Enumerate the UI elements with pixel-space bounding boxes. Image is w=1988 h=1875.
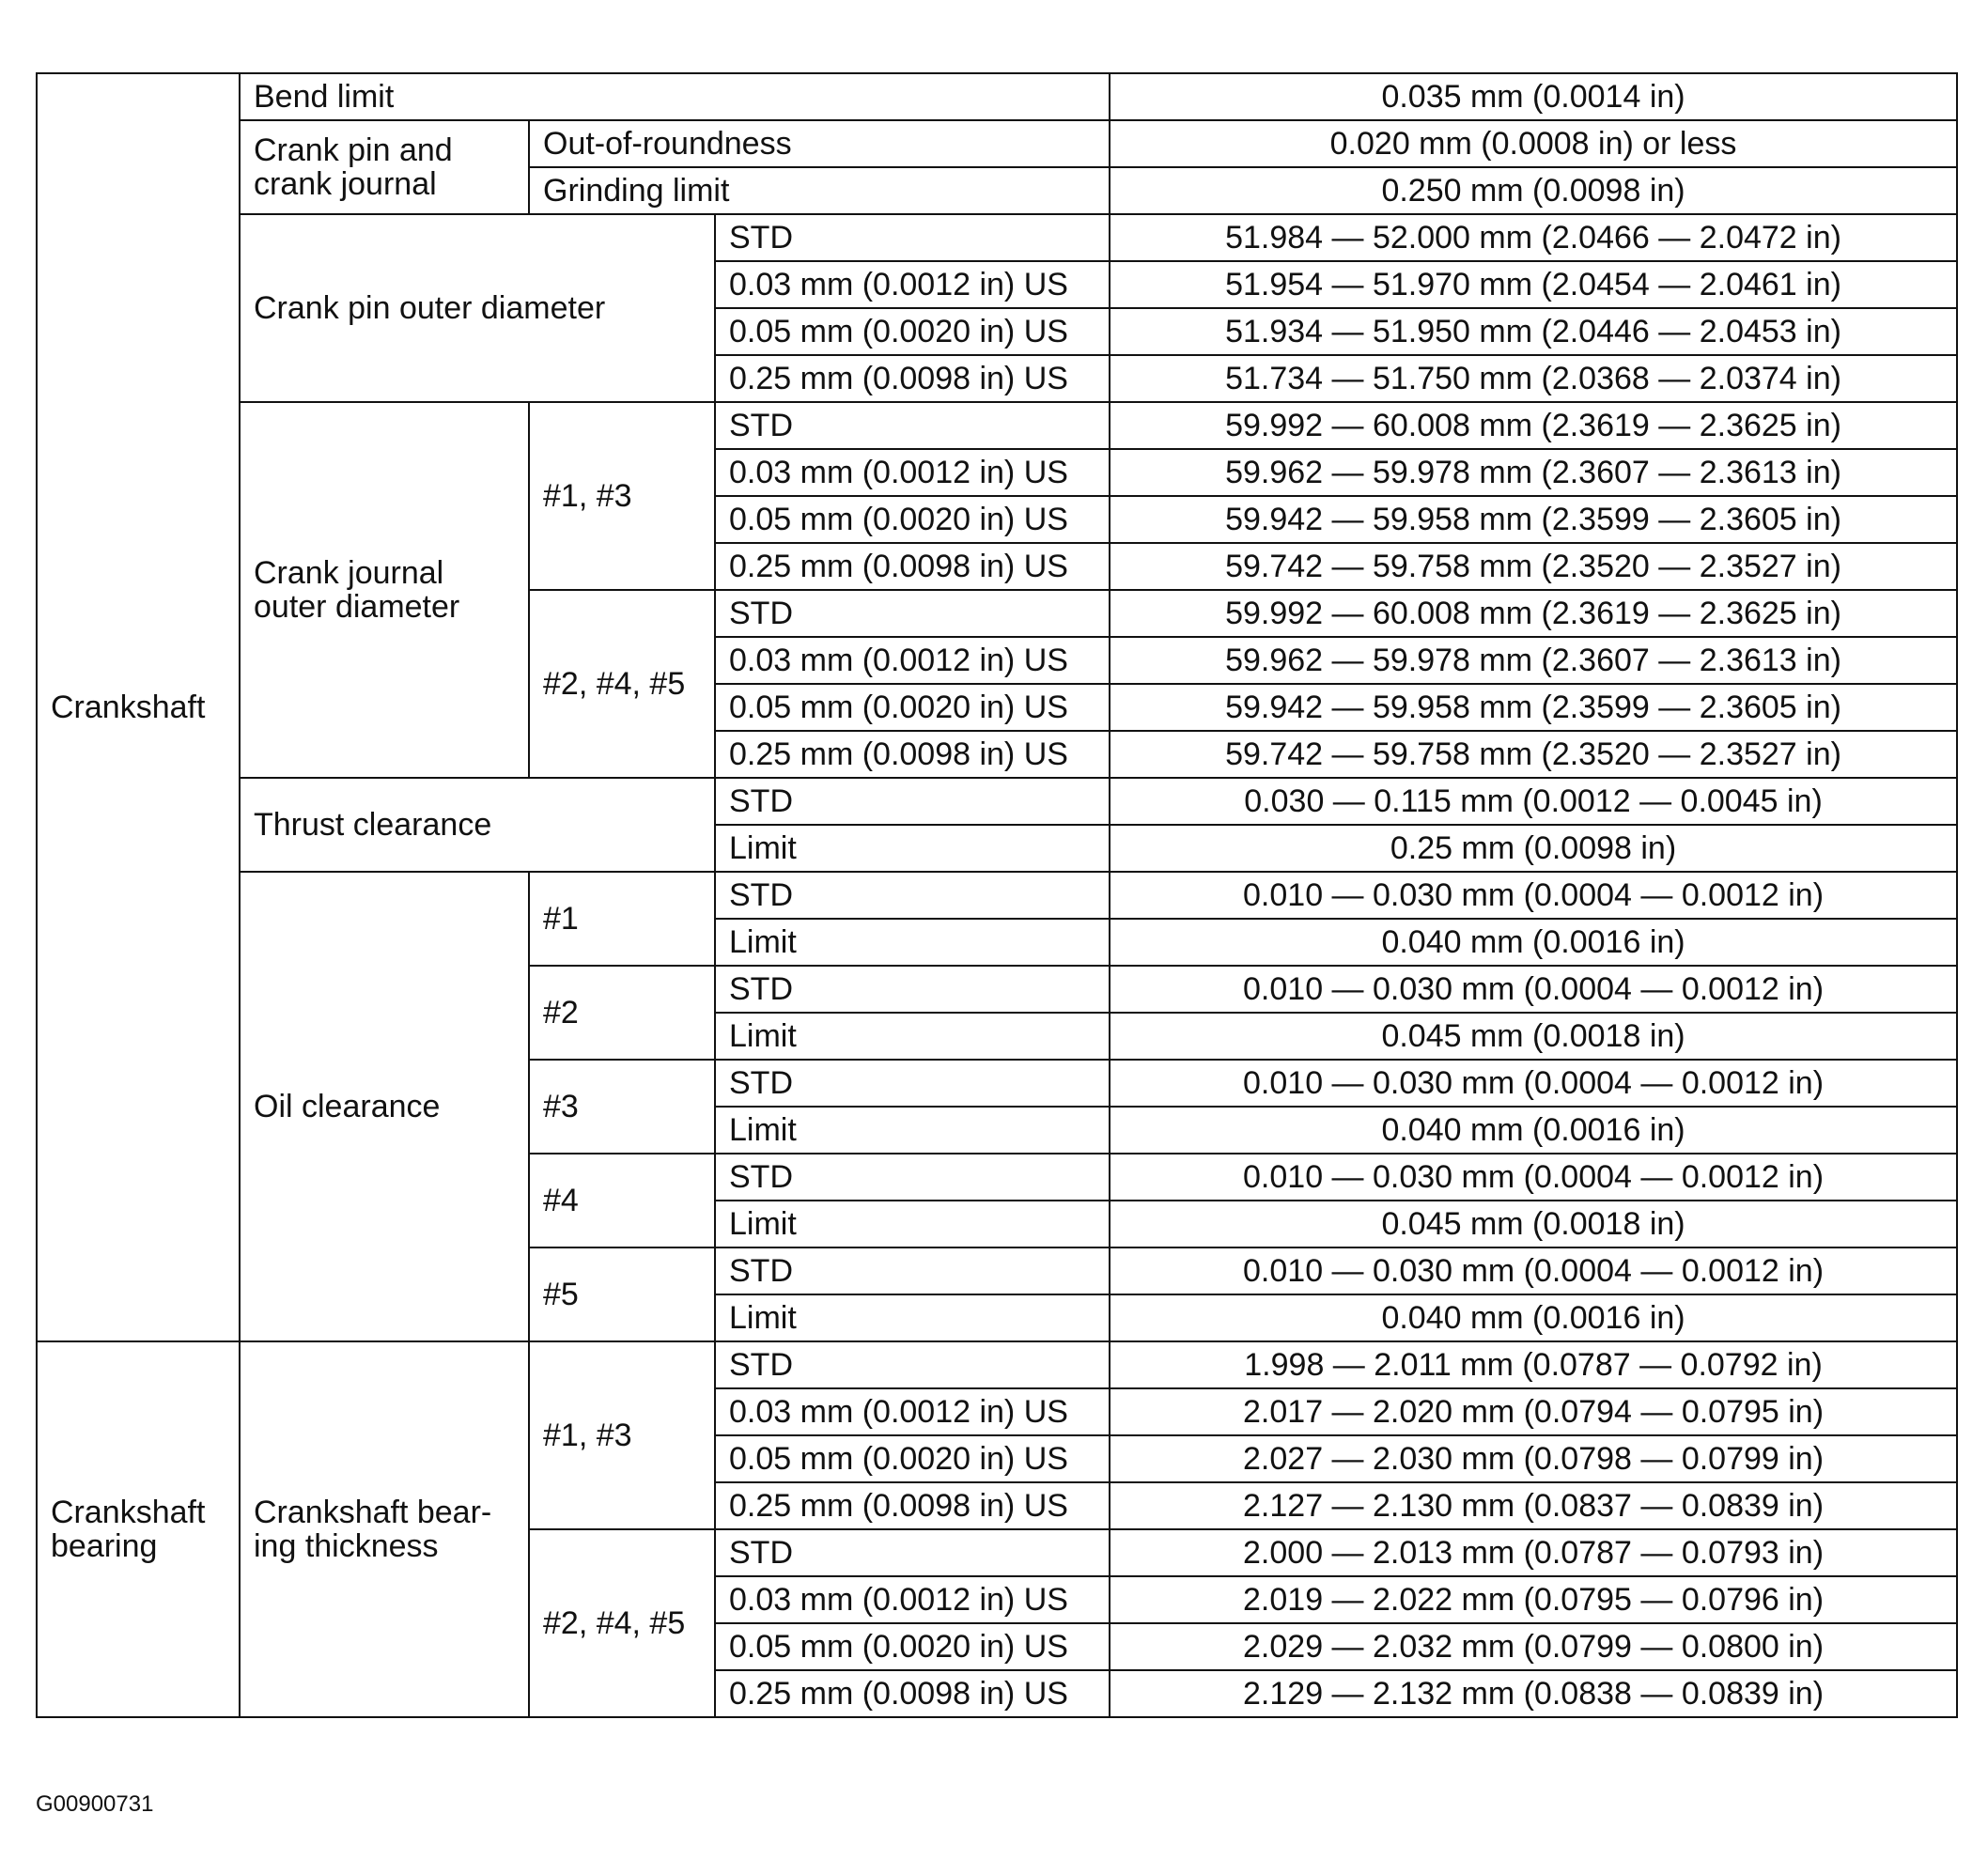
category-crankshaft-bearing: Crankshaft bearing	[37, 1341, 240, 1717]
journal-number: #2	[529, 966, 715, 1060]
journal-number: #4	[529, 1154, 715, 1247]
size-label: STD	[715, 1154, 1110, 1201]
size-label: 0.05 mm (0.0020 in) US	[715, 496, 1110, 543]
spec-value: 59.992 — 60.008 mm (2.3619 — 2.3625 in)	[1110, 590, 1957, 637]
table-row	[37, 73, 1957, 120]
size-label: 0.05 mm (0.0020 in) US	[715, 1435, 1110, 1482]
spec-value: 59.942 — 59.958 mm (2.3599 — 2.3605 in)	[1110, 496, 1957, 543]
size-label: 0.25 mm (0.0098 in) US	[715, 1482, 1110, 1529]
item-label: Crankshaft bear-ing thickness	[240, 1341, 529, 1717]
spec-value: 0.030 — 0.115 mm (0.0012 — 0.0045 in)	[1110, 778, 1957, 825]
spec-value: 0.010 — 0.030 mm (0.0004 — 0.0012 in)	[1110, 966, 1957, 1013]
spec-value: 0.040 mm (0.0016 in)	[1110, 1107, 1957, 1154]
spec-value: 0.020 mm (0.0008 in) or less	[1110, 120, 1957, 167]
journal-number: #1, #3	[529, 1341, 715, 1529]
size-label: 0.25 mm (0.0098 in) US	[715, 355, 1110, 402]
spec-value: 59.962 — 59.978 mm (2.3607 — 2.3613 in)	[1110, 449, 1957, 496]
size-label: Limit	[715, 825, 1110, 872]
size-label: STD	[715, 966, 1110, 1013]
spec-value: 0.040 mm (0.0016 in)	[1110, 1294, 1957, 1341]
size-label: 0.05 mm (0.0020 in) US	[715, 684, 1110, 731]
table-row	[37, 120, 1957, 167]
spec-value: 2.019 — 2.022 mm (0.0795 — 0.0796 in)	[1110, 1576, 1957, 1623]
spec-value: 0.250 mm (0.0098 in)	[1110, 167, 1957, 214]
size-label: Limit	[715, 1107, 1110, 1154]
journal-number: #1, #3	[529, 402, 715, 590]
spec-value: 0.035 mm (0.0014 in)	[1110, 73, 1957, 120]
journal-number: #5	[529, 1247, 715, 1341]
size-label: 0.03 mm (0.0012 in) US	[715, 1388, 1110, 1435]
sub-label: Grinding limit	[529, 167, 1110, 214]
size-label: 0.03 mm (0.0012 in) US	[715, 637, 1110, 684]
item-label: Bend limit	[240, 73, 1110, 120]
size-label: Limit	[715, 1201, 1110, 1247]
spec-value: 51.734 — 51.750 mm (2.0368 — 2.0374 in)	[1110, 355, 1957, 402]
spec-value: 0.045 mm (0.0018 in)	[1110, 1013, 1957, 1060]
item-label: Crank pin outer diameter	[240, 214, 715, 402]
journal-number: #1	[529, 872, 715, 966]
size-label: STD	[715, 872, 1110, 919]
size-label: STD	[715, 214, 1110, 261]
spec-value: 1.998 — 2.011 mm (0.0787 — 0.0792 in)	[1110, 1341, 1957, 1388]
spec-value: 59.962 — 59.978 mm (2.3607 — 2.3613 in)	[1110, 637, 1957, 684]
size-label: 0.05 mm (0.0020 in) US	[715, 1623, 1110, 1670]
item-label: Oil clearance	[240, 872, 529, 1341]
spec-value: 2.127 — 2.130 mm (0.0837 — 0.0839 in)	[1110, 1482, 1957, 1529]
size-label: Limit	[715, 1294, 1110, 1341]
size-label: 0.25 mm (0.0098 in) US	[715, 543, 1110, 590]
spec-value: 0.010 — 0.030 mm (0.0004 — 0.0012 in)	[1110, 1247, 1957, 1294]
size-label: 0.05 mm (0.0020 in) US	[715, 308, 1110, 355]
spec-value: 2.027 — 2.030 mm (0.0798 — 0.0799 in)	[1110, 1435, 1957, 1482]
item-label: Crank journal outer diameter	[240, 402, 529, 778]
size-label: Limit	[715, 1013, 1110, 1060]
spec-value: 2.029 — 2.032 mm (0.0799 — 0.0800 in)	[1110, 1623, 1957, 1670]
size-label: 0.03 mm (0.0012 in) US	[715, 449, 1110, 496]
table-row	[37, 214, 1957, 261]
spec-value: 59.942 — 59.958 mm (2.3599 — 2.3605 in)	[1110, 684, 1957, 731]
journal-number: #2, #4, #5	[529, 1529, 715, 1717]
item-label: Crank pin and crank journal	[240, 120, 529, 214]
spec-value: 59.742 — 59.758 mm (2.3520 — 2.3527 in)	[1110, 543, 1957, 590]
spec-value: 0.040 mm (0.0016 in)	[1110, 919, 1957, 966]
size-label: STD	[715, 402, 1110, 449]
size-label: STD	[715, 1060, 1110, 1107]
figure-id: G00900731	[36, 1791, 154, 1817]
spec-value: 51.984 — 52.000 mm (2.0466 — 2.0472 in)	[1110, 214, 1957, 261]
table-row	[37, 1341, 1957, 1388]
size-label: STD	[715, 1529, 1110, 1576]
table-row	[37, 778, 1957, 825]
spec-value: 0.045 mm (0.0018 in)	[1110, 1201, 1957, 1247]
table-row	[37, 872, 1957, 919]
size-label: STD	[715, 1247, 1110, 1294]
size-label: Limit	[715, 919, 1110, 966]
size-label: 0.03 mm (0.0012 in) US	[715, 1576, 1110, 1623]
category-crankshaft: Crankshaft	[37, 73, 240, 1341]
spec-value: 51.954 — 51.970 mm (2.0454 — 2.0461 in)	[1110, 261, 1957, 308]
spec-value: 59.992 — 60.008 mm (2.3619 — 2.3625 in)	[1110, 402, 1957, 449]
size-label: 0.25 mm (0.0098 in) US	[715, 1670, 1110, 1717]
spec-value: 51.934 — 51.950 mm (2.0446 — 2.0453 in)	[1110, 308, 1957, 355]
spec-value: 2.017 — 2.020 mm (0.0794 — 0.0795 in)	[1110, 1388, 1957, 1435]
size-label: 0.25 mm (0.0098 in) US	[715, 731, 1110, 778]
spec-value: 0.010 — 0.030 mm (0.0004 — 0.0012 in)	[1110, 1154, 1957, 1201]
spec-value: 0.25 mm (0.0098 in)	[1110, 825, 1957, 872]
size-label: STD	[715, 1341, 1110, 1388]
item-label: Thrust clearance	[240, 778, 715, 872]
size-label: STD	[715, 778, 1110, 825]
spec-value: 0.010 — 0.030 mm (0.0004 — 0.0012 in)	[1110, 872, 1957, 919]
spec-value: 0.010 — 0.030 mm (0.0004 — 0.0012 in)	[1110, 1060, 1957, 1107]
size-label: 0.03 mm (0.0012 in) US	[715, 261, 1110, 308]
crankshaft-spec-table	[36, 72, 1958, 1718]
journal-number: #3	[529, 1060, 715, 1154]
spec-value: 2.129 — 2.132 mm (0.0838 — 0.0839 in)	[1110, 1670, 1957, 1717]
spec-value: 59.742 — 59.758 mm (2.3520 — 2.3527 in)	[1110, 731, 1957, 778]
sub-label: Out-of-roundness	[529, 120, 1110, 167]
journal-number: #2, #4, #5	[529, 590, 715, 778]
table-row	[37, 402, 1957, 449]
size-label: STD	[715, 590, 1110, 637]
spec-value: 2.000 — 2.013 mm (0.0787 — 0.0793 in)	[1110, 1529, 1957, 1576]
